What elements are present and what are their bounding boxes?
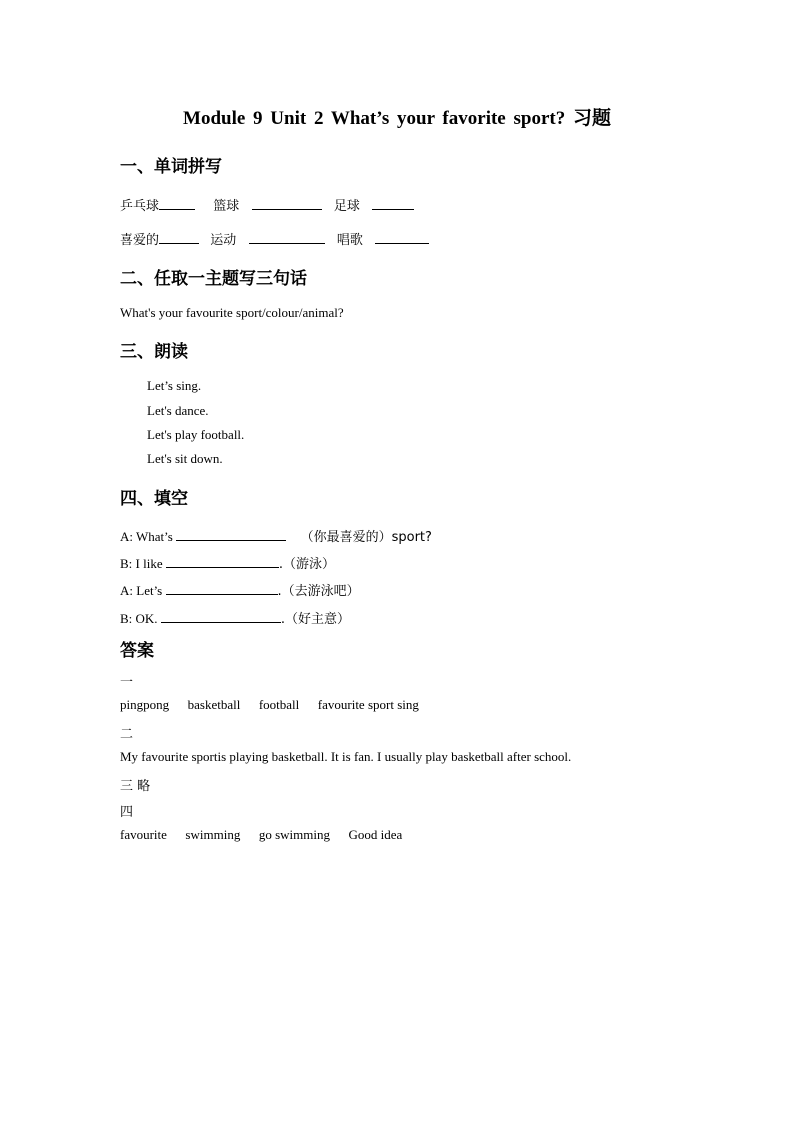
answer-blank[interactable]	[372, 197, 414, 210]
answer-word: favourite	[120, 827, 167, 842]
answer-blank[interactable]	[252, 197, 322, 210]
fill-prefix: A: What’s	[120, 529, 173, 544]
answer-label-3: 三 略	[120, 779, 151, 794]
answer-word: swimming	[185, 827, 241, 842]
fill-item-4	[120, 608, 350, 627]
answer-blank[interactable]	[249, 231, 325, 244]
fill-item-2	[120, 553, 335, 572]
section1-heading: 一、单词拼写	[120, 157, 222, 177]
reading-line: Let's sit down.	[147, 451, 223, 466]
spelling-row-1	[120, 195, 414, 214]
fill-suffix: .（游泳）	[278, 557, 335, 572]
answer-4	[120, 827, 402, 843]
answer-blank[interactable]	[166, 582, 278, 595]
section3-heading: 三、朗读	[120, 342, 188, 362]
page-title: Module 9 Unit 2 What’s your favorite sport? 习题	[183, 108, 611, 129]
answers-heading: 答案	[120, 641, 154, 661]
answer-word: Good idea	[348, 827, 403, 842]
fill-prefix: B: I like	[120, 556, 163, 571]
word-sing: 唱歌	[336, 233, 363, 248]
reading-line: Let’s sing.	[147, 378, 202, 393]
section2-heading: 二、任取一主题写三句话	[120, 269, 307, 289]
answer-1	[120, 697, 419, 713]
answer-word: favourite sport sing	[317, 697, 419, 712]
reading-line: Let's dance.	[147, 403, 209, 418]
word-pingpong: 乒乓球	[120, 199, 160, 214]
section2-prompt: What's your favourite sport/colour/animal?	[120, 305, 344, 320]
answer-blank[interactable]	[159, 231, 199, 244]
answer-label-4: 四	[120, 805, 134, 820]
spelling-row-2	[120, 229, 429, 248]
word-favourite: 喜爱的	[120, 233, 160, 248]
answer-blank[interactable]	[375, 231, 429, 244]
word-basketball: 篮球	[213, 199, 240, 214]
answer-2: My favourite sportis playing basketball. It is fan. I usually play basketball after school.	[120, 749, 572, 764]
fill-suffix: .（去游泳吧）	[277, 584, 360, 599]
answer-label-2: 二	[120, 727, 134, 742]
answer-blank[interactable]	[159, 197, 195, 210]
answer-word: basketball	[187, 697, 241, 712]
answer-blank[interactable]	[176, 528, 286, 541]
fill-item-3	[120, 580, 360, 599]
fill-suffix: .（好主意）	[280, 612, 350, 627]
answer-blank[interactable]	[166, 555, 279, 568]
answer-word: football	[258, 697, 300, 712]
fill-prefix: A: Let’s	[120, 583, 163, 598]
word-football: 足球	[333, 199, 360, 214]
reading-line: Let's play football.	[147, 427, 245, 442]
fill-item-1	[120, 526, 432, 545]
section4-heading: 四、填空	[120, 489, 188, 509]
fill-suffix: （你最喜爱的）sport?	[300, 530, 432, 545]
answer-word: go swimming	[258, 827, 330, 842]
fill-prefix: B: OK.	[120, 611, 158, 626]
answer-label-1: 一	[120, 675, 134, 690]
answer-word: pingpong	[120, 697, 170, 712]
word-sport: 运动	[210, 233, 237, 248]
answer-blank[interactable]	[161, 610, 281, 623]
